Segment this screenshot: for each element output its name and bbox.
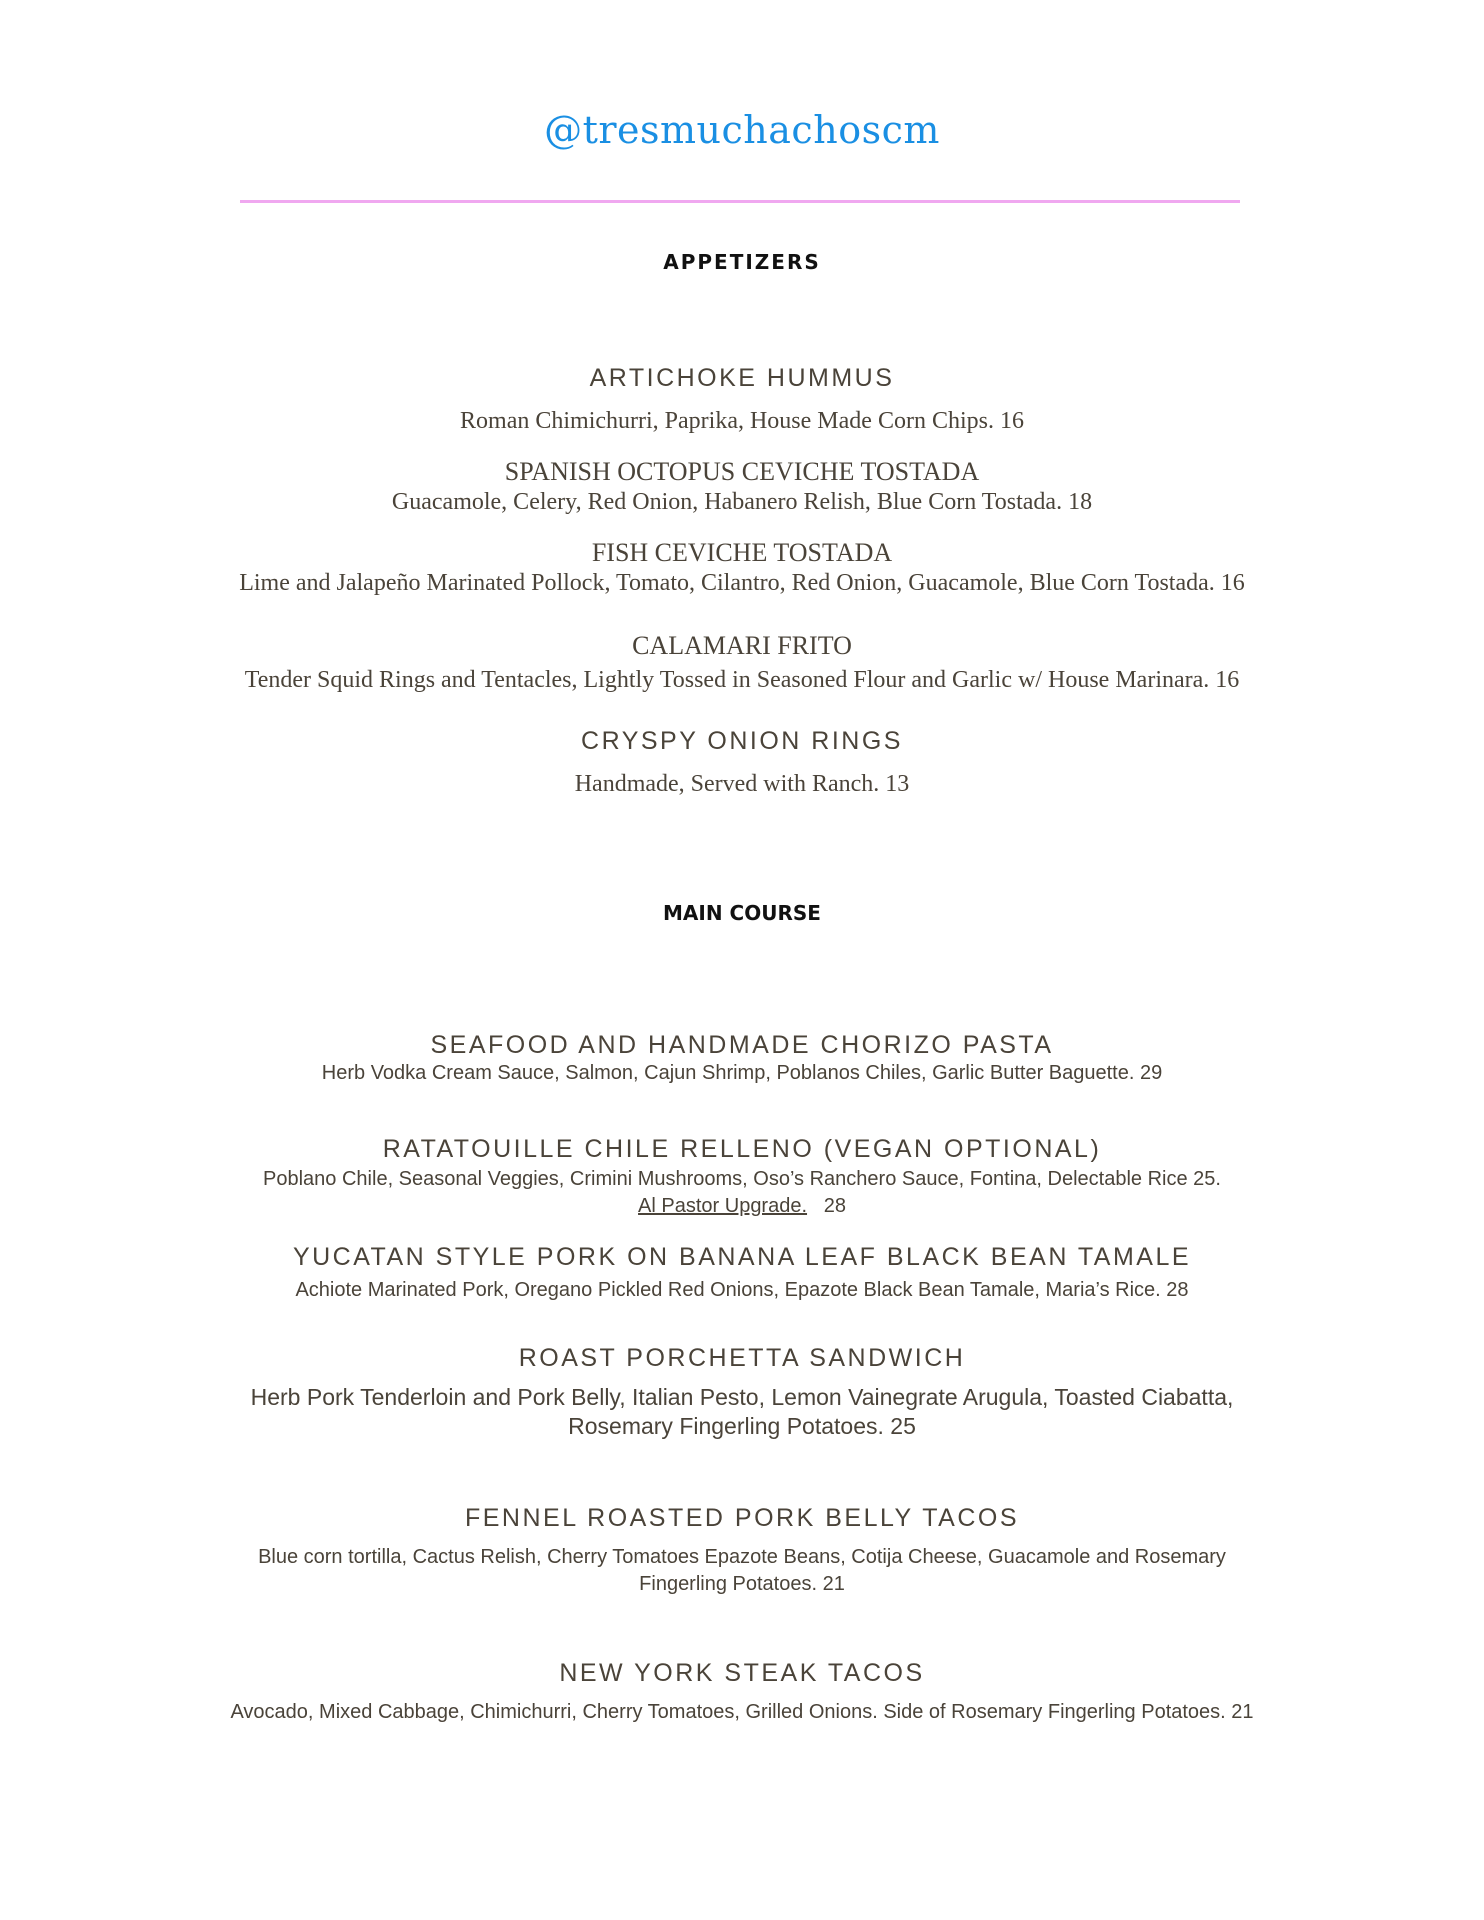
dish-description: Poblano Chile, Seasonal Veggies, Crimini Mushrooms, Oso’s Ranchero Sauce, Fontina, Delectable Rice 25. (263, 1168, 1221, 1190)
dish-name: CALAMARI FRITO (632, 631, 852, 660)
section-heading-main-course: MAIN COURSE (663, 901, 821, 925)
dish-description: Lime and Jalapeño Marinated Pollock, Tomato, Cilantro, Red Onion, Guacamole, Blue Corn Tostada. 16 (239, 570, 1245, 596)
dish-description: Herb Vodka Cream Sauce, Salmon, Cajun Shrimp, Poblanos Chiles, Garlic Butter Baguette. 29 (321, 1062, 1163, 1084)
dish-description: Rosemary Fingerling Potatoes. 25 (568, 1413, 916, 1439)
dish-name: FISH CEVICHE TOSTADA (591, 538, 893, 567)
section-heading-appetizers: APPETIZERS (663, 250, 821, 274)
upgrade-price: 28 (823, 1195, 846, 1217)
dish-description: Fingerling Potatoes. 21 (639, 1573, 845, 1595)
dish-description: Avocado, Mixed Cabbage, Chimichurri, Cherry Tomatoes, Grilled Onions. Side of Rosemary Fingerling Potatoes. 21 (230, 1701, 1254, 1723)
instagram-handle: @tresmuchachoscm (544, 108, 940, 152)
dish-name: ROAST PORCHETTA SANDWICH (518, 1344, 966, 1372)
dish-description: Handmade, Served with Ranch. 13 (574, 771, 910, 797)
dish-name: ARTICHOKE HUMMUS (589, 364, 895, 392)
dish-description: Herb Pork Tenderloin and Pork Belly, Italian Pesto, Lemon Vainegrate Arugula, Toasted Ciabatta, (250, 1384, 1234, 1410)
dish-name: SEAFOOD AND HANDMADE CHORIZO PASTA (430, 1031, 1054, 1059)
dish-name: RATATOUILLE CHILE RELLENO (VEGAN OPTIONAL) (382, 1135, 1102, 1163)
dish-name: YUCATAN STYLE PORK ON BANANA LEAF BLACK BEAN TAMALE (292, 1243, 1192, 1271)
dish-description: Roman Chimichurri, Paprika, House Made Corn Chips. 16 (460, 408, 1024, 434)
upgrade-line (0, 1195, 1484, 1218)
dish-description: Tender Squid Rings and Tentacles, Lightly Tossed in Seasoned Flour and Garlic w/ House Marinara. 16 (244, 667, 1240, 693)
dish-name: NEW YORK STEAK TACOS (559, 1659, 925, 1687)
dish-description: Guacamole, Celery, Red Onion, Habanero Relish, Blue Corn Tostada. 18 (391, 489, 1093, 515)
upgrade-label: Al Pastor Upgrade. (638, 1195, 808, 1217)
dish-name: CRYSPY ONION RINGS (581, 727, 903, 755)
dish-description: Blue corn tortilla, Cactus Relish, Cherry Tomatoes Epazote Beans, Cotija Cheese, Guacamole and Rosemary (258, 1546, 1226, 1568)
divider-line (240, 200, 1240, 203)
dish-name: FENNEL ROASTED PORK BELLY TACOS (464, 1504, 1020, 1532)
dish-description: Achiote Marinated Pork, Oregano Pickled Red Onions, Epazote Black Bean Tamale, Maria’s Rice. 28 (295, 1279, 1189, 1301)
dish-name: SPANISH OCTOPUS CEVICHE TOSTADA (504, 457, 980, 486)
